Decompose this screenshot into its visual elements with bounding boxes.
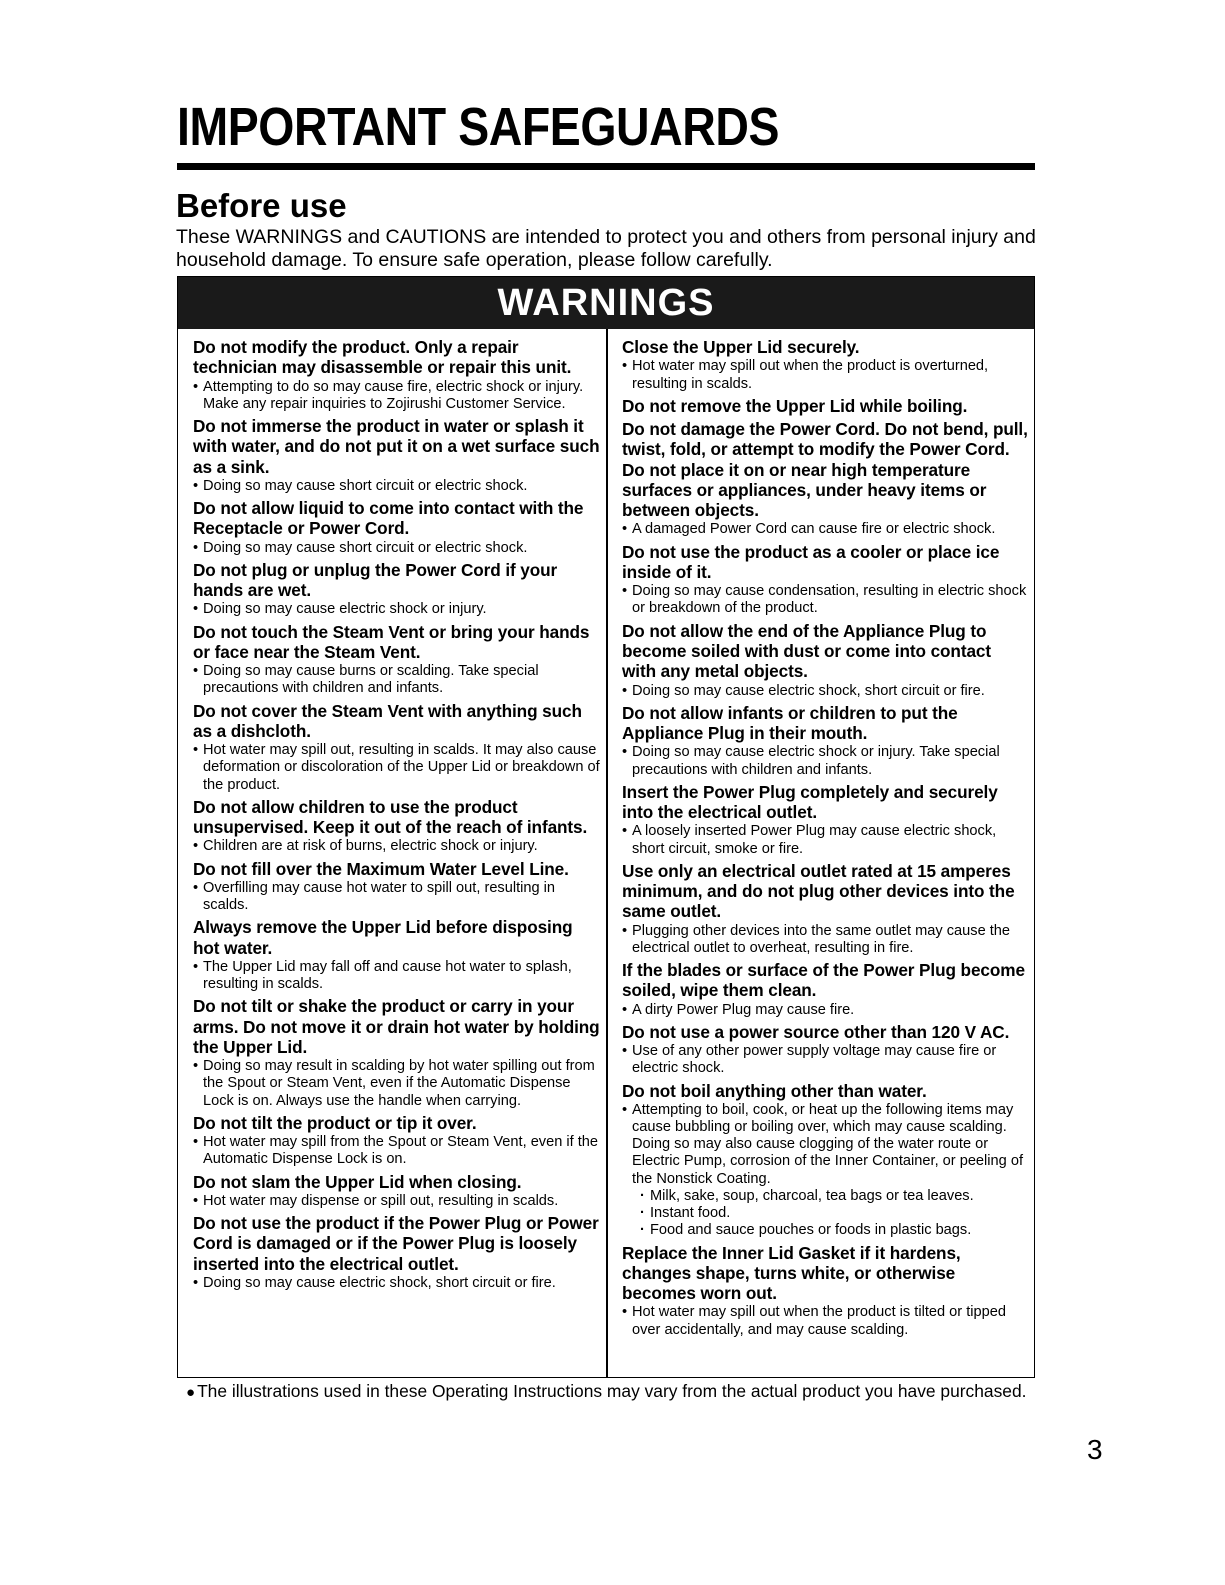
warning-heading: Do not boil anything other than water. — [622, 1080, 927, 1101]
warnings-right-column — [622, 337, 1028, 1342]
warning-heading: Do not tilt the product or tip it over. — [193, 1112, 477, 1133]
warning-item — [622, 419, 1028, 539]
boil-subitem: · Milk, sake, soup, charcoal, tea bags or tea leaves. — [622, 1188, 1028, 1205]
warning-item — [193, 1213, 601, 1292]
warning-detail: • Doing so may cause electric shock or injury. Take special precautions with children and infants. — [622, 744, 1028, 778]
warning-item — [193, 996, 601, 1110]
warning-heading: Do not allow infants or children to put the Appliance Plug in their mouth. — [622, 702, 958, 744]
warning-item — [193, 859, 601, 915]
intro-text: These WARNINGS and CAUTIONS are intended to protect you and others from personal injury and household damage. To ensure safe operation, please follow carefully. — [176, 226, 1036, 271]
warning-heading: Do not use the product if the Power Plug or Power Cord is damaged or if the Power Plug is loosely inserted into the electrical outlet. — [193, 1213, 599, 1274]
warning-heading: Do not allow children to use the product unsupervised. Keep it out of the reach of infants. — [193, 796, 588, 838]
warning-detail: • Hot water may spill out, resulting in scalds. It may also cause deformation or discoloration of the Upper Lid or breakdown of the product. — [193, 742, 601, 794]
warning-detail: • Hot water may dispense or spill out, resulting in scalds. — [193, 1193, 601, 1210]
warning-item — [622, 1081, 1028, 1240]
warning-item — [193, 560, 601, 619]
warning-heading: Always remove the Upper Lid before disposing hot water. — [193, 917, 573, 958]
warning-detail: • A damaged Power Cord can cause fire or electric shock. — [622, 521, 1028, 538]
warning-detail: • A loosely inserted Power Plug may cause electric shock, short circuit, smoke or fire. — [622, 823, 1028, 857]
warning-item — [622, 1243, 1028, 1339]
warning-item — [622, 1022, 1028, 1078]
warning-item — [193, 1113, 601, 1169]
warning-detail: • Doing so may cause short circuit or electric shock. — [193, 540, 601, 557]
warning-heading: Do not damage the Power Cord. Do not bend, pull, twist, fold, or attempt to modify the Power Cord. Do not place it on or near high temperature surfaces or appliances, under heavy items or between objects. — [622, 419, 1028, 521]
warning-detail: • Hot water may spill out when the product is overturned, resulting in scalds. — [622, 358, 1028, 392]
warning-detail: • Hot water may spill out when the product is tilted or tipped over accidentally, and may cause scalding. — [622, 1304, 1028, 1338]
warning-item — [193, 797, 601, 856]
warning-heading: Do not touch the Steam Vent or bring your hands or face near the Steam Vent. — [193, 621, 590, 662]
boil-subitem: · Instant food. — [622, 1205, 1028, 1222]
warning-detail: • Attempting to do so may cause fire, electric shock or injury. Make any repair inquiries to Zojirushi Customer Service. — [193, 379, 601, 413]
warning-item — [193, 1172, 601, 1211]
warning-heading: Do not use the product as a cooler or place ice inside of it. — [622, 541, 1000, 582]
warning-heading: Replace the Inner Lid Gasket if it hardens, changes shape, turns white, or otherwise becomes worn out. — [622, 1242, 961, 1304]
warning-item — [622, 542, 1028, 618]
warning-detail: • Doing so may cause burns or scalding. Take special precautions with children and infants. — [193, 663, 601, 697]
warning-item — [622, 960, 1028, 1019]
warning-heading: Do not use a power source other than 120 V AC. — [622, 1021, 1010, 1042]
warning-item — [622, 861, 1028, 957]
page-number: 3 — [1087, 1434, 1103, 1465]
warning-detail: • Doing so may result in scalding by hot water spilling out from the Spout or Steam Vent, even if the Automatic Dispense Lock is on. Always use the handle when carrying. — [193, 1058, 601, 1110]
warning-detail: • Doing so may cause electric shock or injury. — [193, 601, 601, 618]
warning-heading: Do not remove the Upper Lid while boiling. — [622, 395, 968, 416]
warning-detail: • Doing so may cause electric shock, short circuit or fire. — [193, 1275, 601, 1292]
warning-item — [193, 337, 601, 413]
warning-heading: Close the Upper Lid securely. — [622, 337, 860, 357]
warning-detail: • Doing so may cause short circuit or electric shock. — [193, 478, 601, 495]
warning-heading: Do not modify the product. Only a repair technician may disassemble or repair this unit. — [193, 337, 572, 378]
warning-heading: Use only an electrical outlet rated at 15 amperes minimum, and do not plug other devices into the same outlet. — [622, 860, 1015, 922]
warning-item — [622, 396, 1028, 416]
warning-item — [193, 498, 601, 557]
warning-heading: Insert the Power Plug completely and securely into the electrical outlet. — [622, 781, 998, 823]
warning-detail: • Use of any other power supply voltage may cause fire or electric shock. — [622, 1043, 1028, 1077]
warning-detail: • Attempting to boil, cook, or heat up the following items may cause bubbling or boiling over, which may cause scalding. Doing so may also cause clogging of the water route or Electric Pump, corrosion of the Inner Container, or peeling of the Nonstick Coating. — [622, 1102, 1028, 1188]
page-title: IMPORTANT SAFEGUARDS — [177, 97, 779, 157]
warning-item — [622, 782, 1028, 858]
warning-detail: • Doing so may cause electric shock, short circuit or fire. — [622, 683, 1028, 700]
warning-detail: • Children are at risk of burns, electric shock or injury. — [193, 838, 601, 855]
warning-heading: Do not fill over the Maximum Water Level Line. — [193, 858, 569, 879]
illustration-footnote: ● The illustrations used in these Operating Instructions may vary from the actual product you have purchased. — [186, 1380, 1026, 1404]
warning-heading: Do not allow the end of the Appliance Plug to become soiled with dust or come into contact with any metal objects. — [622, 620, 992, 682]
warning-detail: • Hot water may spill from the Spout or Steam Vent, even if the Automatic Dispense Lock is on. — [193, 1134, 601, 1168]
warning-item — [193, 917, 601, 993]
warning-item — [193, 416, 601, 495]
title-rule — [177, 163, 1035, 170]
column-divider — [606, 329, 608, 1377]
boil-subitem: · Food and sauce pouches or foods in plastic bags. — [622, 1222, 1028, 1239]
warning-heading: If the blades or surface of the Power Plug become soiled, wipe them clean. — [622, 960, 1025, 1001]
warning-detail: • Overfilling may cause hot water to spill out, resulting in scalds. — [193, 880, 601, 914]
warning-heading: Do not cover the Steam Vent with anything such as a dishcloth. — [193, 700, 582, 741]
warning-detail: • Plugging other devices into the same outlet may cause the electrical outlet to overheat, resulting in fire. — [622, 923, 1028, 957]
warning-detail: • Doing so may cause condensation, resulting in electric shock or breakdown of the product. — [622, 583, 1028, 617]
warning-heading: Do not slam the Upper Lid when closing. — [193, 1171, 522, 1192]
warning-item — [622, 621, 1028, 700]
warning-item — [193, 701, 601, 794]
warning-item — [193, 622, 601, 698]
warning-heading: Do not tilt or shake the product or carry in your arms. Do not move it or drain hot water by holding the Upper Lid. — [193, 996, 600, 1057]
warnings-header: WARNINGS — [178, 277, 1034, 329]
warnings-left-column — [193, 337, 601, 1295]
warning-heading: Do not allow liquid to come into contact with the Receptacle or Power Cord. — [193, 498, 584, 539]
warning-item — [622, 703, 1028, 779]
warning-item — [622, 337, 1028, 393]
section-title: Before use — [176, 187, 347, 224]
warnings-box — [177, 276, 1035, 1378]
warning-heading: Do not plug or unplug the Power Cord if your hands are wet. — [193, 559, 558, 601]
warning-detail: • A dirty Power Plug may cause fire. — [622, 1002, 1028, 1019]
warning-heading: Do not immerse the product in water or splash it with water, and do not put it on a wet surface such as a sink. — [193, 416, 600, 477]
warning-detail: • The Upper Lid may fall off and cause hot water to splash, resulting in scalds. — [193, 959, 601, 993]
